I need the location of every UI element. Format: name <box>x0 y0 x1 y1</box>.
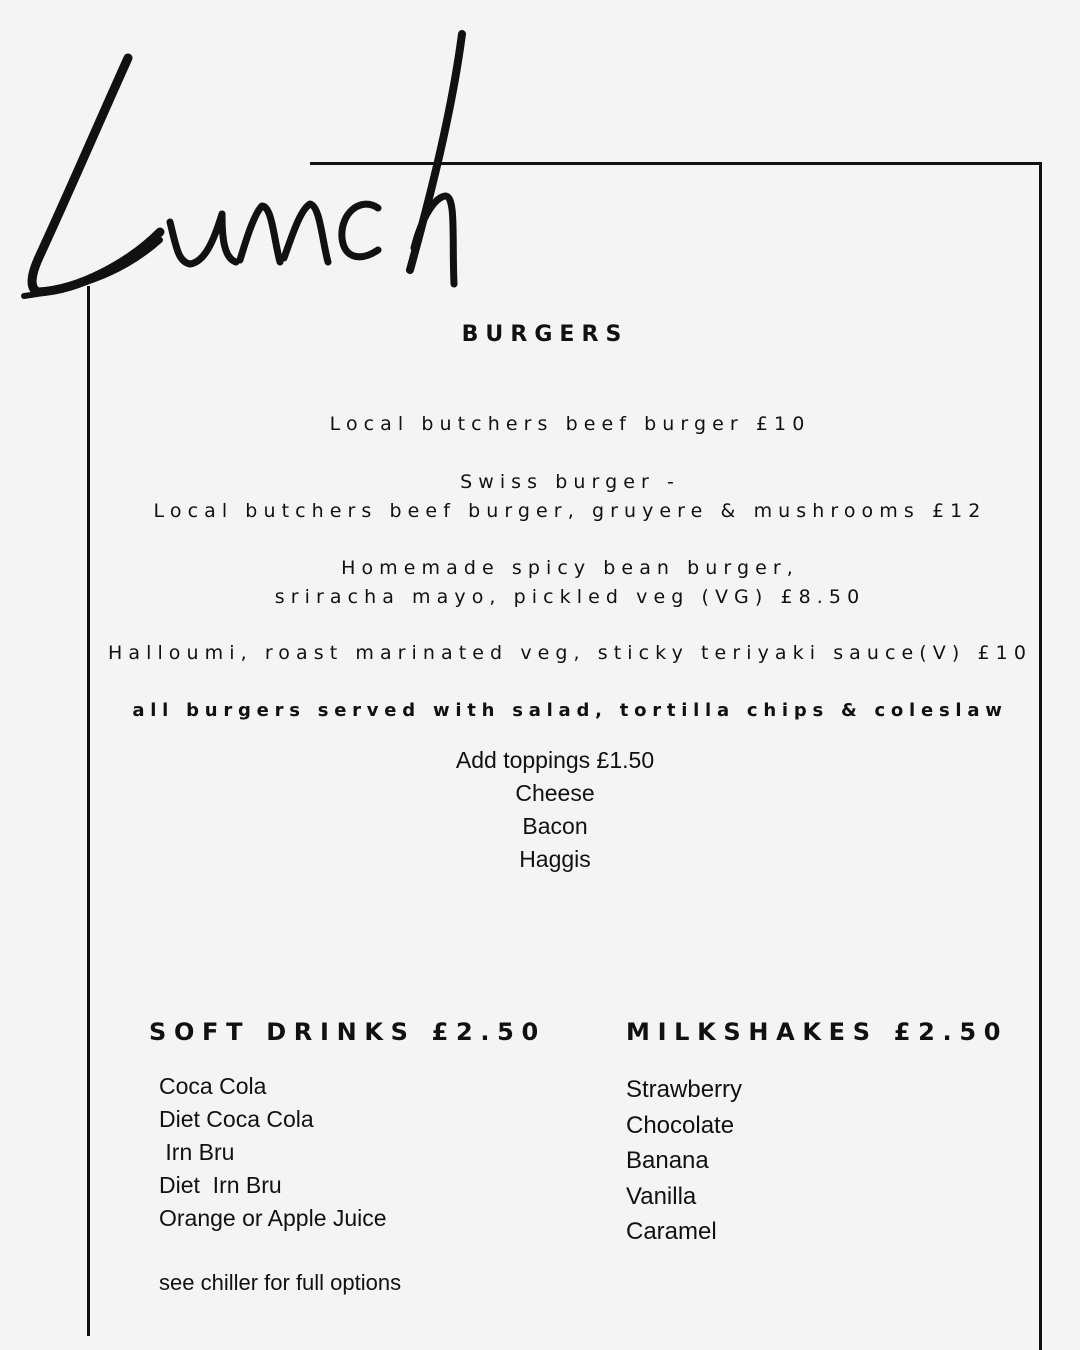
menu-item-bean-burger-desc: sriracha mayo, pickled veg (VG) £8.50 <box>274 586 866 608</box>
soft-drinks-list <box>159 1070 387 1235</box>
milkshake-item: Caramel <box>626 1218 717 1245</box>
soft-drink-item: Diet Irn Bru <box>159 1172 282 1198</box>
burgers-heading: BURGERS <box>461 322 629 347</box>
milkshake-item: Vanilla <box>626 1182 697 1210</box>
topping-item: Cheese <box>515 780 595 806</box>
frame-left-line <box>87 286 90 1336</box>
menu-item-bean-burger-title: Homemade spicy bean burger, <box>341 557 799 579</box>
soft-drink-item: Orange or Apple Juice <box>159 1205 387 1231</box>
milkshakes-list <box>626 1072 742 1250</box>
burgers-served-note: all burgers served with salad, tortilla chips & coleslaw <box>132 700 1008 721</box>
menu-item-swiss-burger-title: Swiss burger - <box>460 471 680 493</box>
milkshake-item: Strawberry <box>626 1076 743 1103</box>
menu-item-swiss-burger-desc: Local butchers beef burger, gruyere & mushrooms £12 <box>153 500 987 522</box>
milkshake-item: Chocolate <box>626 1111 735 1139</box>
soft-drink-item: Coca Cola <box>159 1073 267 1099</box>
toppings-list <box>405 744 705 876</box>
chiller-note: see chiller for full options <box>159 1270 402 1295</box>
menu-item-halloumi: Halloumi, roast marinated veg, sticky teriyaki sauce(V) £10 <box>108 642 1032 664</box>
menu-item-beef-burger: Local butchers beef burger £10 <box>329 413 811 435</box>
topping-item: Haggis <box>519 846 591 872</box>
soft-drink-item: Diet Coca Cola <box>159 1106 314 1132</box>
lunch-script-title <box>0 0 560 320</box>
milkshake-item: Banana <box>626 1147 709 1174</box>
soft-drink-item: Irn Bru <box>159 1139 235 1165</box>
toppings-price: Add toppings £1.50 <box>455 747 655 773</box>
topping-item: Bacon <box>522 813 588 839</box>
soft-drinks-heading: SOFT DRINKS £2.50 <box>149 1018 546 1046</box>
milkshakes-heading: MILKSHAKES £2.50 <box>626 1018 1009 1046</box>
